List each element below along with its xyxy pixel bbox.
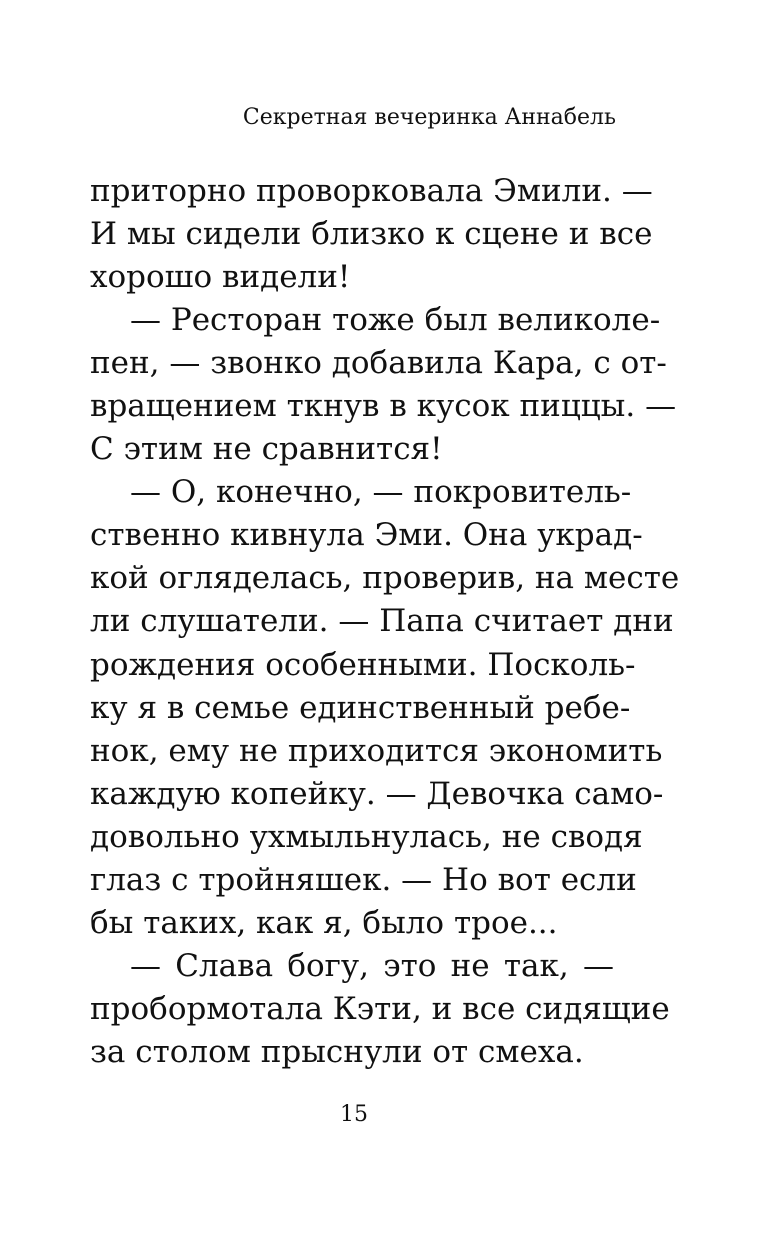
text-line: — Ресторан тоже был великоле- (130, 302, 661, 339)
text-line: хорошо видели! (90, 259, 351, 296)
text-line: нок, ему не приходится экономить (90, 732, 663, 769)
text-line: ли слушатели. — Папа считает дни (90, 603, 674, 640)
text-line: И мы сидели близко к сцене и все (90, 216, 653, 253)
text-line: каждую копейку. — Девочка само- (90, 775, 664, 812)
text-line: бы таких, как я, было трое... (90, 904, 558, 941)
text-line: рождения особенными. Посколь- (90, 646, 636, 683)
running-head: Секретная вечеринка Аннабель (242, 105, 616, 130)
text-line: за столом прыснули от смеха. (90, 1033, 584, 1070)
text-line: пен, — звонко добавила Кара, с от- (90, 345, 667, 382)
text-line: пробормотала Кэти, и все сидящие (90, 990, 670, 1027)
text-line: приторно проворковала Эмили. — (90, 173, 653, 209)
text-line: глаз с тройняшек. — Но вот если (90, 861, 637, 898)
text-line: кой огляделась, проверив, на месте (90, 560, 680, 597)
text-line: ственно кивнула Эми. Она украд- (90, 517, 643, 554)
page-number: 15 (340, 1102, 368, 1127)
text-line: ку я в семье единственный ребе- (90, 689, 631, 726)
text-line: вращением ткнув в кусок пиццы. — (90, 388, 677, 425)
body-text (90, 170, 680, 1074)
text-line: — О, конечно, — покровитель- (130, 474, 632, 511)
text-line: С этим не сравнится! (90, 431, 443, 468)
text-line: довольно ухмыльнулась, не сводя (90, 818, 643, 855)
text-line: — Слава богу, это не так, — (130, 947, 614, 984)
